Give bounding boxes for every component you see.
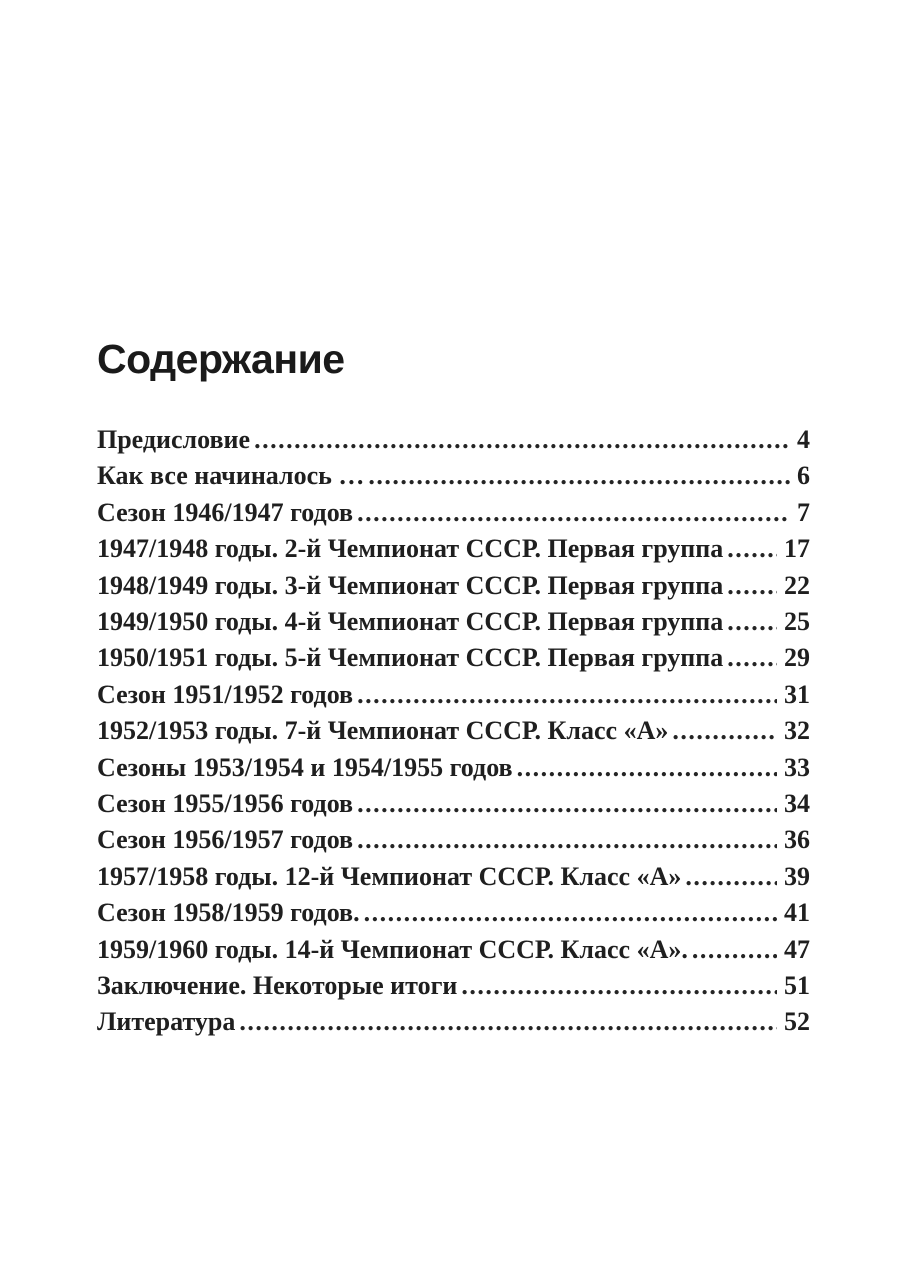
toc-entry-label: Заключение. Некоторые итоги xyxy=(97,970,458,1000)
toc-entry-label: Сезон 1951/1952 годов xyxy=(97,679,354,709)
toc-entry-page: 41 xyxy=(784,898,810,928)
toc-entry-label: Сезон 1956/1957 годов xyxy=(97,825,354,855)
toc-leader-dots xyxy=(239,1004,777,1040)
toc-entry xyxy=(97,604,810,640)
toc-entry xyxy=(97,968,810,1004)
toc-leader-dots xyxy=(727,604,777,640)
toc-entry-label: Предисловие xyxy=(97,425,251,455)
toc-entry xyxy=(97,495,810,531)
toc-entry-label: Сезон 1958/1959 годов. xyxy=(97,898,360,928)
table-of-contents xyxy=(97,422,810,1041)
toc-entry-label: 1948/1949 годы. 3-й Чемпионат СССР. Первая группа xyxy=(97,570,724,600)
toc-entry-label: Сезон 1946/1947 годов xyxy=(97,497,354,527)
toc-entry-page: 32 xyxy=(784,716,810,746)
toc-entry-label: 1959/1960 годы. 14-й Чемпионат СССР. Класс «А». xyxy=(97,934,688,964)
toc-entry xyxy=(97,932,810,968)
toc-entry-page: 39 xyxy=(784,861,810,891)
toc-leader-dots xyxy=(692,932,777,968)
toc-entry-page: 6 xyxy=(797,461,810,491)
toc-leader-dots xyxy=(727,531,777,567)
toc-leader-dots xyxy=(254,422,790,458)
toc-entry-label: Как все начиналось … xyxy=(97,461,365,491)
toc-entry-label: 1947/1948 годы. 2-й Чемпионат СССР. Первая группа xyxy=(97,534,724,564)
toc-leader-dots xyxy=(368,458,790,494)
toc-entry-label: Литература xyxy=(97,1007,236,1037)
toc-leader-dots xyxy=(357,822,777,858)
toc-entry xyxy=(97,859,810,895)
toc-entry-page: 52 xyxy=(784,1007,810,1037)
toc-entry xyxy=(97,568,810,604)
toc-leader-dots xyxy=(727,640,777,676)
toc-entry-page: 17 xyxy=(784,534,810,564)
toc-entry-page: 25 xyxy=(784,607,810,636)
toc-entry xyxy=(97,786,810,822)
toc-entry-page: 51 xyxy=(784,970,810,1000)
toc-entry-label: Сезон 1955/1956 годов xyxy=(97,788,354,818)
toc-entry xyxy=(97,640,810,676)
toc-leader-dots xyxy=(727,568,777,604)
toc-entry xyxy=(97,822,810,858)
toc-entry-label: 1957/1958 годы. 12-й Чемпионат СССР. Класс «А» xyxy=(97,861,682,891)
toc-entry xyxy=(97,422,810,458)
toc-entry xyxy=(97,458,810,494)
toc-entry-page: 36 xyxy=(784,825,810,855)
toc-entry xyxy=(97,750,810,786)
toc-leader-dots xyxy=(364,895,777,931)
toc-leader-dots xyxy=(357,495,790,531)
page-title: Содержание xyxy=(97,336,345,382)
toc-entry-page: 7 xyxy=(797,497,810,527)
toc-entry-label: 1950/1951 годы. 5-й Чемпионат СССР. Первая группа xyxy=(97,643,724,673)
toc-entry-page: 31 xyxy=(784,679,810,709)
toc-entry-page: 34 xyxy=(784,788,810,818)
toc-entry-page: 33 xyxy=(784,752,810,782)
toc-entry xyxy=(97,677,810,713)
toc-entry xyxy=(97,1004,810,1040)
toc-entry-page: 47 xyxy=(784,934,810,964)
toc-entry-label: Сезоны 1953/1954 и 1954/1955 годов xyxy=(97,752,513,782)
toc-leader-dots xyxy=(357,786,777,822)
toc-entry xyxy=(97,895,810,931)
toc-entry xyxy=(97,713,810,749)
toc-entry xyxy=(97,531,810,567)
toc-entry-label: 1952/1953 годы. 7-й Чемпионат СССР. Класс «А» xyxy=(97,716,669,746)
toc-leader-dots xyxy=(672,713,777,749)
toc-entry-page: 22 xyxy=(784,570,810,600)
toc-leader-dots xyxy=(461,968,777,1004)
toc-entry-label: 1949/1950 годы. 4-й Чемпионат СССР. Первая группа xyxy=(97,607,724,636)
toc-leader-dots xyxy=(685,859,777,895)
toc-leader-dots xyxy=(357,677,777,713)
toc-entry-page: 4 xyxy=(797,425,810,455)
toc-entry-page: 29 xyxy=(784,643,810,673)
toc-leader-dots xyxy=(517,750,777,786)
